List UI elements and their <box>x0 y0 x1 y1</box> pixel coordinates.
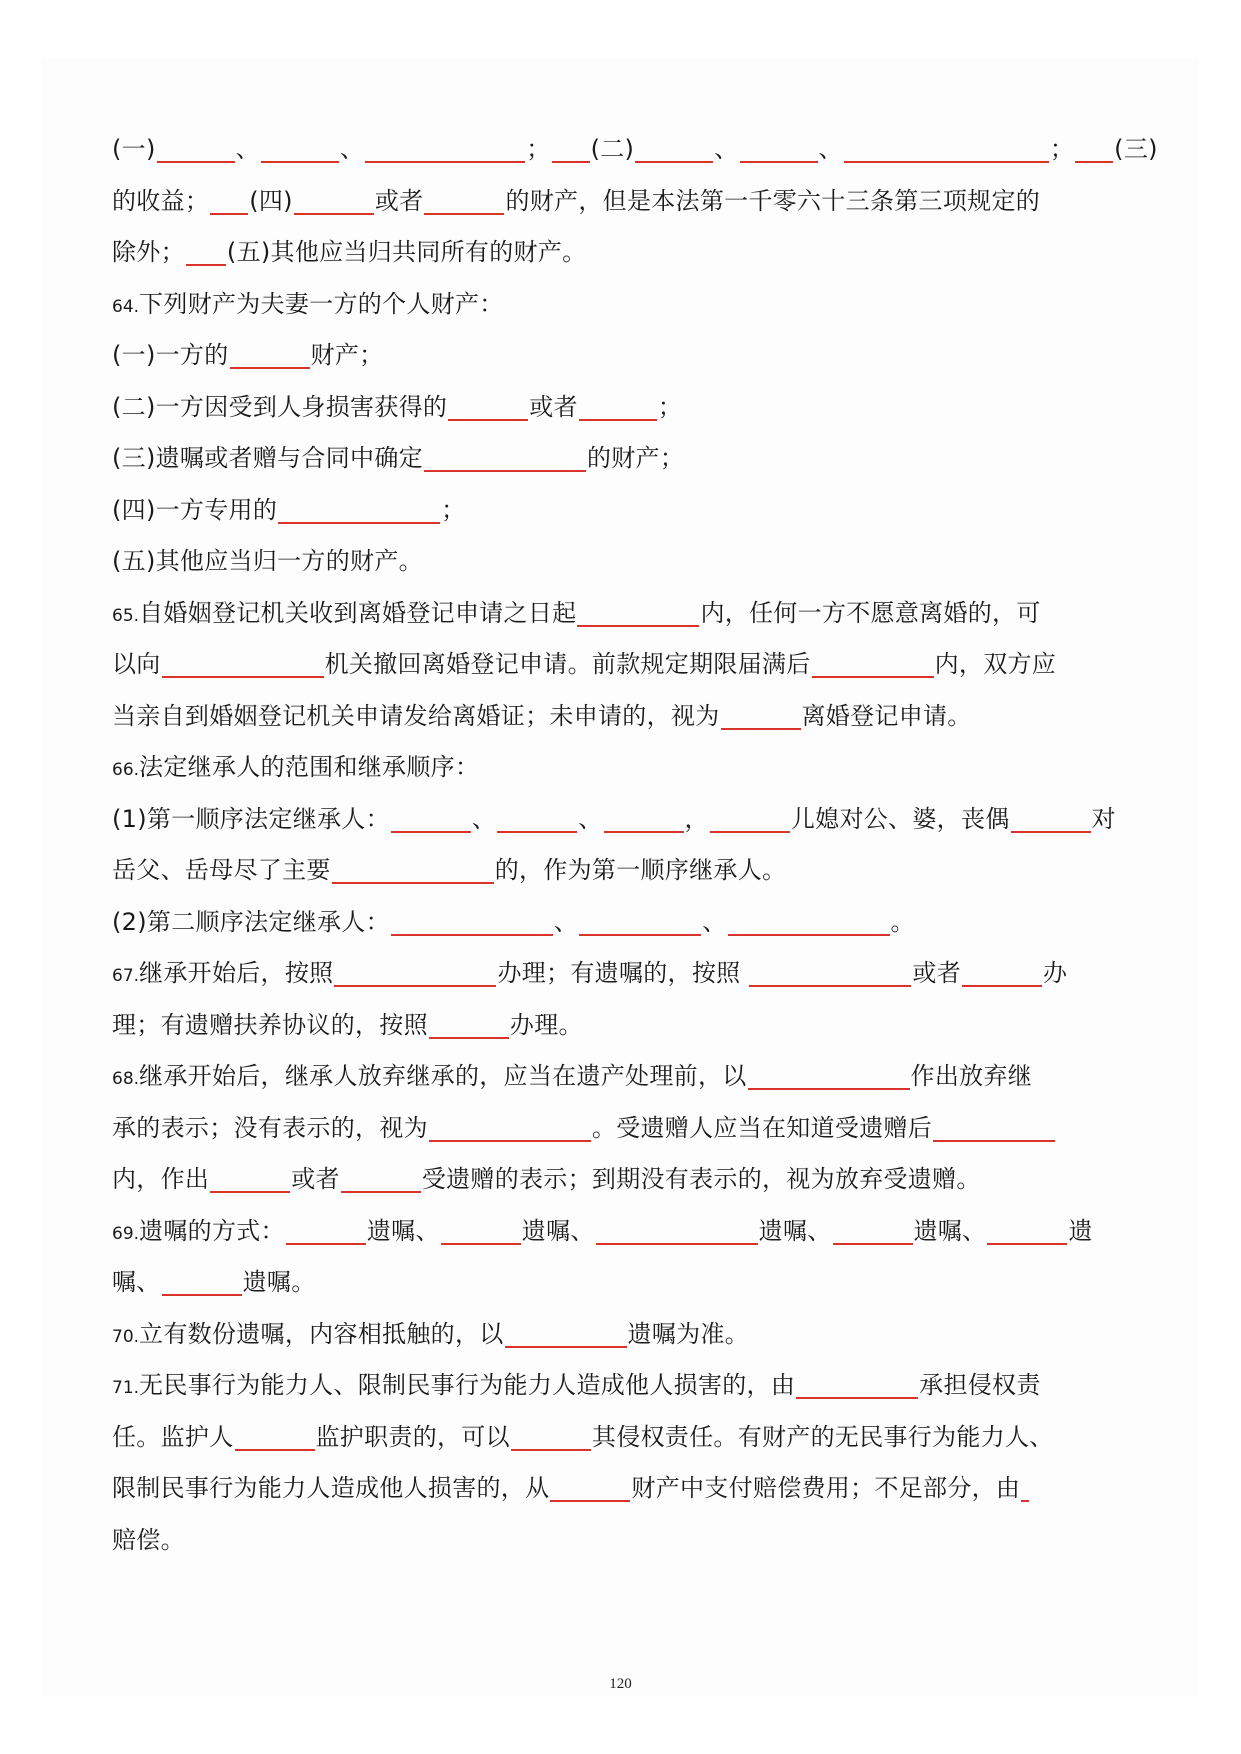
text-line <box>112 1257 1130 1309</box>
text-segment: 或者 <box>291 1165 340 1193</box>
text-segment: (三)遗嘱或者赠与合同中确定 <box>112 444 423 472</box>
fill-in-blank-text <box>112 124 1158 1566</box>
question-number: 68. <box>112 1069 140 1089</box>
text-line <box>112 742 1130 794</box>
text-line <box>112 279 1130 331</box>
text-line <box>112 1206 1130 1258</box>
text-segment: 离婚登记申请。 <box>801 701 972 730</box>
answer-blank[interactable] <box>796 1397 918 1399</box>
text-segment: 的，作为第一顺序继承人。 <box>494 856 787 884</box>
answer-blank[interactable] <box>210 213 248 215</box>
answer-blank[interactable] <box>332 882 494 884</box>
text-segment: 继承开始后，按照 <box>139 959 334 987</box>
text-segment: (五)其他应当归一方的财产。 <box>112 547 423 575</box>
text-line <box>112 691 1130 743</box>
text-segment: 、 <box>702 907 727 936</box>
text-segment: 无民事行为能力人、限制民事行为能力人造成他人损害的，由 <box>139 1371 796 1399</box>
text-segment: (五)其他应当归共同所有的财产。 <box>226 238 587 266</box>
answer-blank[interactable] <box>1075 161 1113 163</box>
text-line <box>112 485 1130 537</box>
text-segment: 办理；有遗嘱的，按照 <box>497 959 749 987</box>
text-segment: (三) <box>1114 135 1158 163</box>
answer-blank[interactable] <box>186 264 226 266</box>
text-segment: 遗嘱、 <box>521 1216 595 1245</box>
text-segment: 的收益； <box>112 186 210 215</box>
answer-blank[interactable] <box>833 1243 913 1245</box>
text-segment: 对 <box>1091 804 1116 833</box>
text-segment: 、 <box>714 135 739 163</box>
answer-blank[interactable] <box>710 831 790 833</box>
answer-blank[interactable] <box>550 1500 630 1502</box>
text-line <box>112 536 1130 588</box>
page-number: 120 <box>609 1676 632 1692</box>
text-segment: 岳父、岳母尽了主要 <box>112 856 331 884</box>
answer-blank[interactable] <box>740 161 818 163</box>
text-segment: (一)一方的 <box>112 341 229 369</box>
answer-blank[interactable] <box>748 1088 910 1090</box>
text-segment: 以向 <box>112 650 161 678</box>
text-segment: 财产； <box>310 341 384 369</box>
answer-blank[interactable] <box>235 1449 315 1451</box>
text-line <box>112 1463 1130 1515</box>
answer-blank[interactable] <box>157 161 235 163</box>
text-segment: 或者 <box>374 186 424 215</box>
text-segment: (2)第二顺序法定继承人： <box>112 907 390 936</box>
text-line <box>112 124 1158 176</box>
text-segment: 继承开始后，继承人放弃继承的，应当在遗产处理前，以 <box>139 1062 747 1090</box>
text-line <box>112 1360 1130 1412</box>
text-segment: 遗 <box>1068 1216 1093 1245</box>
text-segment: ； <box>526 135 551 163</box>
text-segment: ； <box>1049 135 1075 163</box>
text-line <box>112 1103 1130 1155</box>
text-line <box>112 1515 1130 1567</box>
text-segment: 儿媳对公、婆，丧偶 <box>790 804 1010 833</box>
text-segment: 遗嘱为准。 <box>627 1319 750 1348</box>
text-line <box>112 639 1130 691</box>
answer-blank[interactable] <box>962 985 1042 987</box>
text-segment: 办理。 <box>509 1010 583 1039</box>
text-segment: 任。监护人 <box>112 1422 234 1451</box>
question-number: 70. <box>112 1326 140 1347</box>
text-segment: 遗嘱、 <box>913 1216 987 1245</box>
text-line <box>112 588 1130 640</box>
text-line <box>112 1309 1130 1361</box>
text-segment: 作出放弃继 <box>910 1062 1033 1090</box>
answer-blank[interactable] <box>728 934 890 936</box>
text-segment: 内，双方应 <box>934 650 1057 678</box>
text-line <box>112 382 1130 434</box>
text-segment: 遗嘱。 <box>242 1268 316 1296</box>
text-segment: 除外； <box>112 238 185 266</box>
text-segment: 、 <box>818 135 843 163</box>
text-segment: 当亲自到婚姻登记机关申请发给离婚证；未申请的，视为 <box>112 701 720 730</box>
text-segment: 的财产； <box>586 444 685 472</box>
text-line <box>112 1412 1130 1464</box>
answer-blank[interactable] <box>1011 831 1091 833</box>
text-segment: 内，任何一方不愿意离婚的，可 <box>700 598 1041 627</box>
text-line <box>112 845 1130 897</box>
answer-blank[interactable] <box>505 1346 627 1348</box>
text-segment: 其侵权责任。有财产的无民事行为能力人、 <box>591 1422 1054 1451</box>
text-segment: (二)一方因受到人身损害获得的 <box>112 392 448 421</box>
text-line <box>112 948 1130 1000</box>
question-number: 64. <box>112 296 140 317</box>
text-line <box>112 330 1130 382</box>
text-segment: 、 <box>235 135 260 163</box>
text-segment: (1)第一顺序法定继承人： <box>112 804 390 833</box>
answer-blank[interactable] <box>365 161 525 163</box>
answer-blank[interactable] <box>391 831 471 833</box>
answer-blank[interactable] <box>552 161 590 163</box>
question-number: 65. <box>112 605 140 626</box>
text-line <box>112 1000 1130 1052</box>
text-segment: 下列财产为夫妻一方的个人财产： <box>139 289 504 318</box>
text-segment: (四)一方专用的 <box>112 495 278 524</box>
answer-blank[interactable] <box>294 213 374 215</box>
answer-blank[interactable] <box>162 1294 242 1296</box>
answer-blank[interactable] <box>424 470 586 472</box>
answer-blank[interactable] <box>391 934 553 936</box>
text-segment: 承的表示；没有表示的，视为 <box>112 1113 428 1142</box>
text-segment: 、 <box>553 907 579 936</box>
text-line <box>112 227 1130 279</box>
text-segment: 承担侵权责 <box>919 1371 1041 1399</box>
text-line <box>112 1051 1130 1103</box>
answer-blank[interactable] <box>812 676 934 678</box>
text-segment: 或者 <box>529 392 578 421</box>
answer-blank[interactable] <box>596 1243 758 1245</box>
text-segment: 自婚姻登记机关收到离婚登记申请之日起 <box>139 598 577 627</box>
text-segment: 、 <box>471 804 497 833</box>
answer-blank[interactable] <box>210 1191 290 1193</box>
answer-blank[interactable] <box>286 1243 366 1245</box>
answer-blank[interactable] <box>429 1037 509 1039</box>
text-line <box>112 794 1130 846</box>
text-line <box>112 1154 1130 1206</box>
text-segment: 遗嘱、 <box>366 1216 440 1245</box>
text-segment: ； <box>441 495 466 524</box>
answer-blank[interactable] <box>635 161 713 163</box>
answer-blank[interactable] <box>341 1191 421 1193</box>
text-segment: 的财产，但是本法第一千零六十三条第三项规定的 <box>505 186 1041 215</box>
text-line <box>112 176 1130 228</box>
text-segment: 法定继承人的范围和继承顺序： <box>139 753 480 781</box>
answer-blank[interactable] <box>604 831 684 833</box>
text-segment: 、 <box>578 804 603 833</box>
answer-blank[interactable] <box>844 161 1049 163</box>
answer-blank[interactable] <box>1021 1500 1029 1502</box>
question-number: 67. <box>112 966 140 986</box>
answer-blank[interactable] <box>933 1140 1055 1142</box>
text-segment: 办 <box>1043 959 1068 987</box>
answer-blank[interactable] <box>448 419 528 421</box>
answer-blank[interactable] <box>261 161 339 163</box>
answer-blank[interactable] <box>749 985 911 987</box>
text-segment: ； <box>657 392 683 421</box>
answer-blank[interactable] <box>429 1140 591 1142</box>
text-segment: 内，作出 <box>112 1165 210 1193</box>
answer-blank[interactable] <box>230 367 310 369</box>
text-line <box>112 433 1130 485</box>
text-segment: (一) <box>112 135 156 163</box>
answer-blank[interactable] <box>441 1243 521 1245</box>
text-segment: 限制民事行为能力人造成他人损害的，从 <box>112 1474 550 1502</box>
answer-blank[interactable] <box>721 728 801 730</box>
answer-blank[interactable] <box>511 1449 591 1451</box>
text-segment: 嘱、 <box>112 1268 161 1296</box>
text-segment: 理；有遗赠扶养协议的，按照 <box>112 1010 428 1039</box>
text-segment: 。 <box>890 907 915 936</box>
text-segment: 遗嘱、 <box>758 1216 832 1245</box>
answer-blank[interactable] <box>278 522 440 524</box>
text-segment: 监护职责的，可以 <box>315 1422 510 1451</box>
question-number: 66. <box>112 760 140 780</box>
text-segment: (四) <box>249 186 293 215</box>
answer-blank[interactable] <box>162 676 324 678</box>
text-segment: 。受遗赠人应当在知道受遗赠后 <box>591 1113 933 1142</box>
text-segment: 立有数份遗嘱，内容相抵触的，以 <box>139 1319 504 1348</box>
text-segment: 、 <box>339 135 365 163</box>
answer-blank[interactable] <box>334 985 496 987</box>
answer-blank[interactable] <box>424 213 504 215</box>
answer-blank[interactable] <box>987 1243 1067 1245</box>
text-segment: ， <box>684 804 709 833</box>
text-segment: 遗嘱的方式： <box>139 1216 285 1245</box>
text-segment: 或者 <box>912 959 961 987</box>
text-segment: (二) <box>590 135 635 163</box>
answer-blank[interactable] <box>577 625 699 627</box>
question-number: 71. <box>112 1378 140 1398</box>
text-segment: 财产中支付赔偿费用；不足部分，由 <box>631 1474 1021 1502</box>
answer-blank[interactable] <box>579 934 701 936</box>
question-number: 69. <box>112 1223 140 1244</box>
answer-blank[interactable] <box>497 831 577 833</box>
text-segment: 受遗赠的表示；到期没有表示的，视为放弃受遗赠。 <box>421 1165 981 1193</box>
text-segment: 赔偿。 <box>112 1525 185 1554</box>
text-line <box>112 897 1130 949</box>
text-segment: 机关撤回离婚登记申请。前款规定期限届满后 <box>324 650 811 678</box>
answer-blank[interactable] <box>579 419 657 421</box>
